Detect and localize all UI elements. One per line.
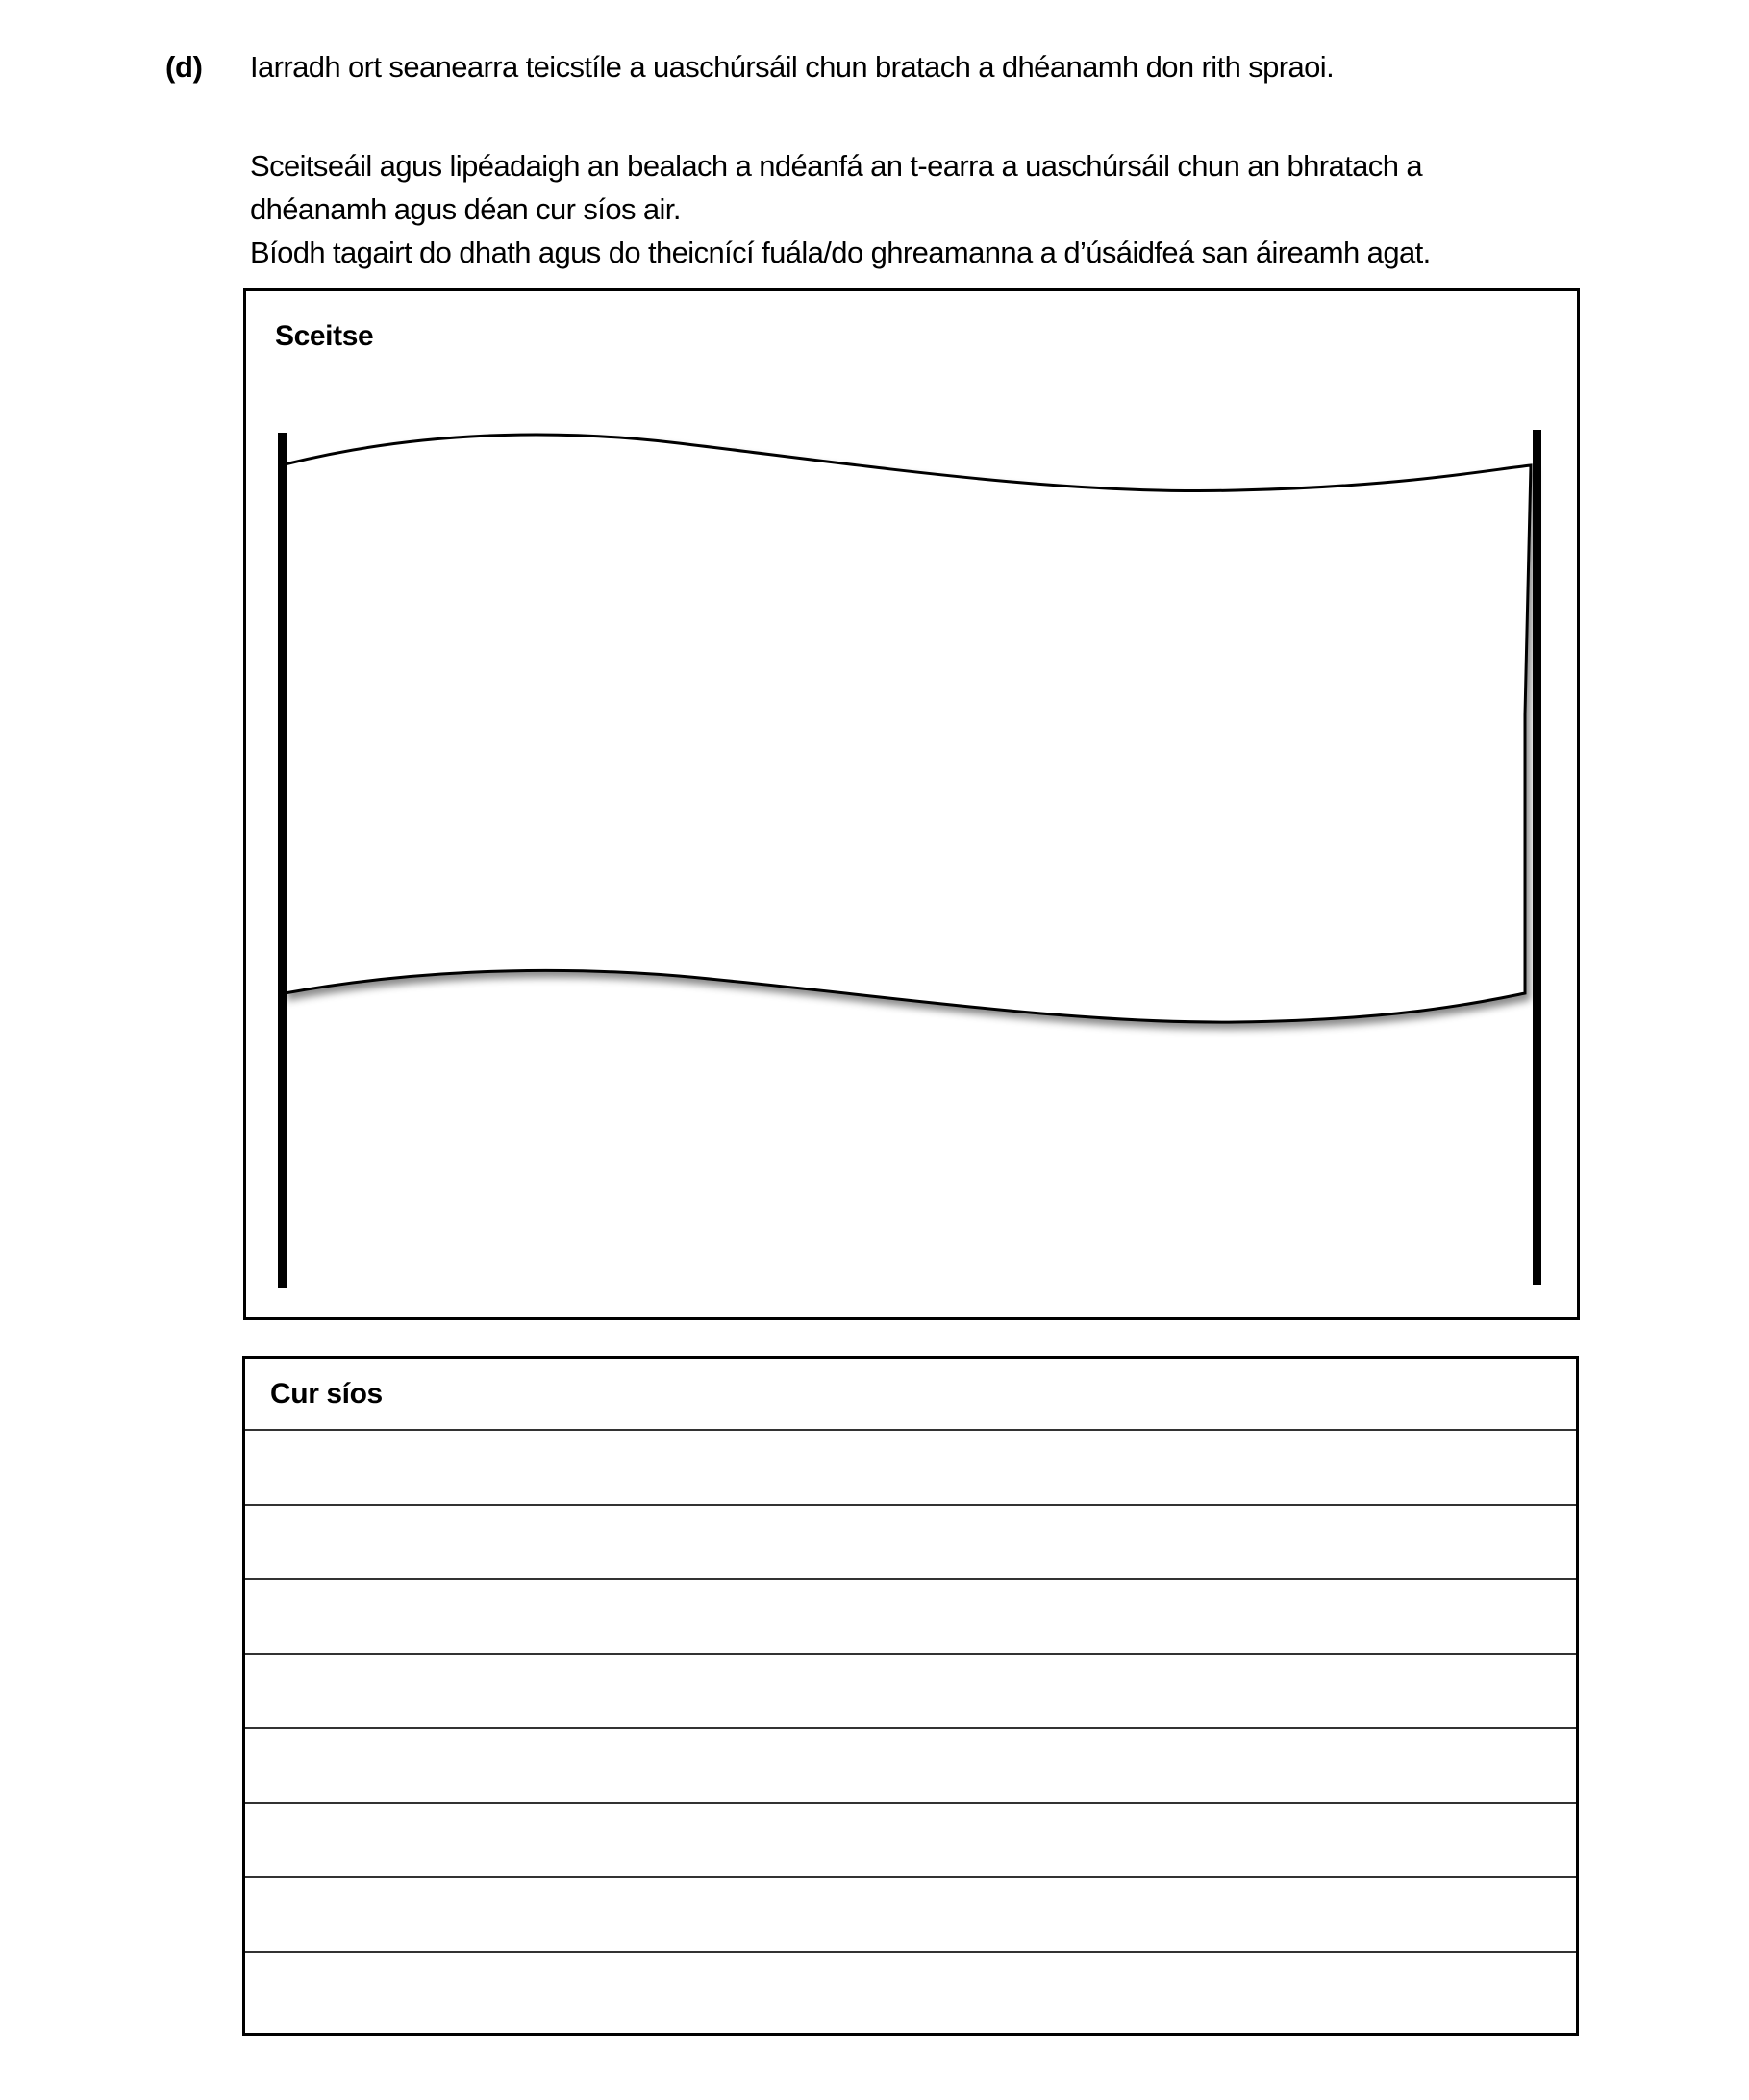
banner-flag-icon: [246, 291, 1577, 1317]
description-heading: Cur síos: [270, 1378, 383, 1410]
left-pole: [278, 433, 287, 1288]
answer-line[interactable]: [245, 1506, 1576, 1581]
question-label: (d): [165, 50, 203, 84]
sketch-heading: Sceitse: [275, 320, 374, 352]
instructions: [250, 144, 1596, 274]
instruction-line: dhéanamh agus déan cur síos air.: [250, 192, 681, 226]
instruction-line: Bíodh tagairt do dhath agus do theicnící fuála/do ghreamanna a d’úsáidfeá san áireamh agat.: [250, 236, 1431, 269]
right-pole: [1533, 430, 1541, 1285]
answer-line[interactable]: [245, 1580, 1576, 1655]
description-header: [245, 1359, 1576, 1431]
answer-line[interactable]: [245, 1655, 1576, 1730]
answer-lines: [245, 1431, 1576, 2027]
answer-line[interactable]: [245, 1729, 1576, 1804]
answer-line[interactable]: [245, 1804, 1576, 1879]
answer-line[interactable]: [245, 1878, 1576, 1953]
sketch-area[interactable]: [243, 288, 1580, 1320]
instruction-line: Sceitseáil agus lipéadaigh an bealach a ndéanfá an t-earra a uaschúrsáil chun an bhratach a: [250, 149, 1423, 183]
question-text: Iarradh ort seanearra teicstíle a uaschúrsáil chun bratach a dhéanamh don rith spraoi.: [250, 50, 1335, 84]
answer-line[interactable]: [245, 1431, 1576, 1506]
flag-cloth: [285, 435, 1531, 1022]
description-area: [242, 1356, 1579, 2036]
answer-line[interactable]: [245, 1953, 1576, 2028]
